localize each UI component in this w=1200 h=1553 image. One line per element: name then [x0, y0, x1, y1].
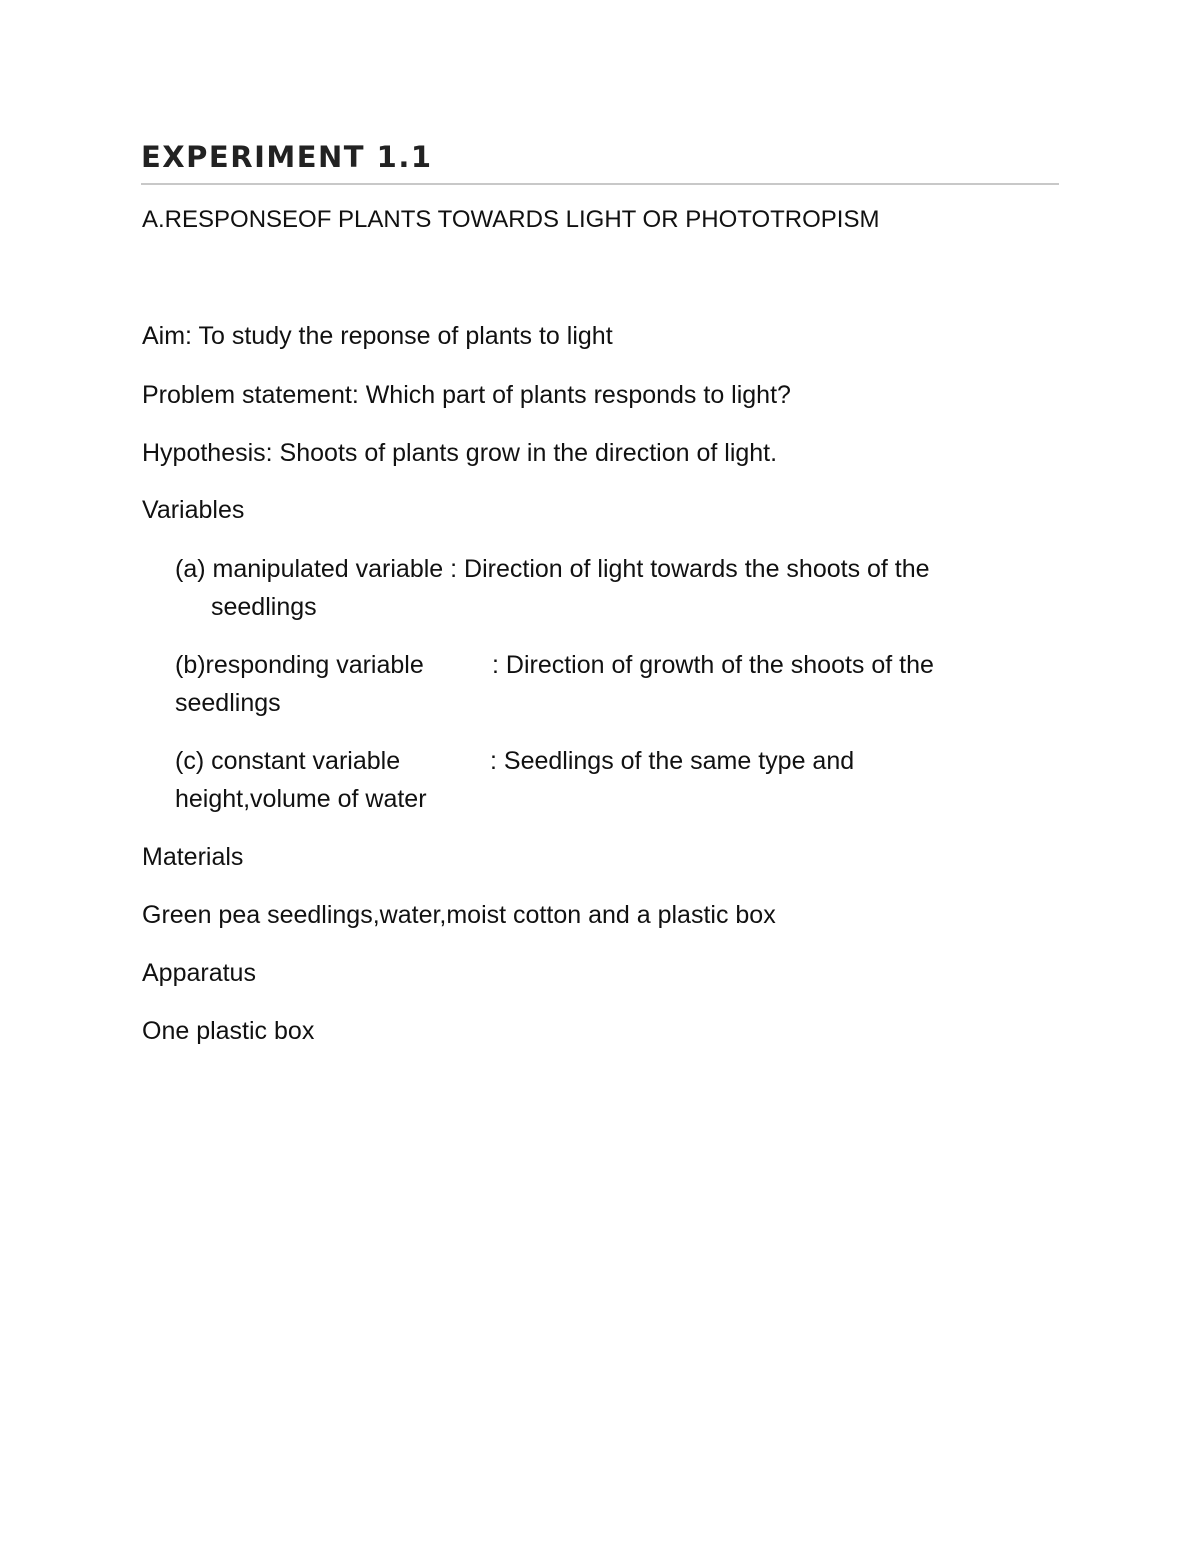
- experiment-subtitle: A.RESPONSEOF PLANTS TOWARDS LIGHT OR PHOTOTROPISM: [142, 206, 880, 233]
- title-divider: [141, 183, 1059, 185]
- page-title: EXPERIMENT 1.1: [141, 140, 433, 174]
- manipulated-variable-line: (a) manipulated variable : Direction of light towards the shoots of the: [175, 555, 930, 583]
- responding-variable-continuation: seedlings: [175, 689, 281, 717]
- materials-heading: Materials: [142, 843, 244, 871]
- responding-variable-description: : Direction of growth of the shoots of the: [492, 651, 934, 679]
- apparatus-heading: Apparatus: [142, 959, 256, 987]
- constant-variable-description: : Seedlings of the same type and: [490, 747, 855, 775]
- constant-variable-continuation: height,volume of water: [175, 785, 427, 813]
- responding-variable-label: (b)responding variable: [175, 651, 424, 679]
- aim-text: Aim: To study the reponse of plants to light: [142, 322, 613, 350]
- problem-statement-text: Problem statement: Which part of plants responds to light?: [142, 381, 791, 409]
- variables-heading: Variables: [142, 496, 245, 524]
- hypothesis-text: Hypothesis: Shoots of plants grow in the direction of light.: [142, 439, 778, 467]
- manipulated-variable-continuation: seedlings: [211, 593, 317, 621]
- apparatus-text: One plastic box: [142, 1017, 315, 1045]
- materials-text: Green pea seedlings,water,moist cotton and a plastic box: [142, 901, 776, 929]
- constant-variable-label: (c) constant variable: [175, 747, 401, 775]
